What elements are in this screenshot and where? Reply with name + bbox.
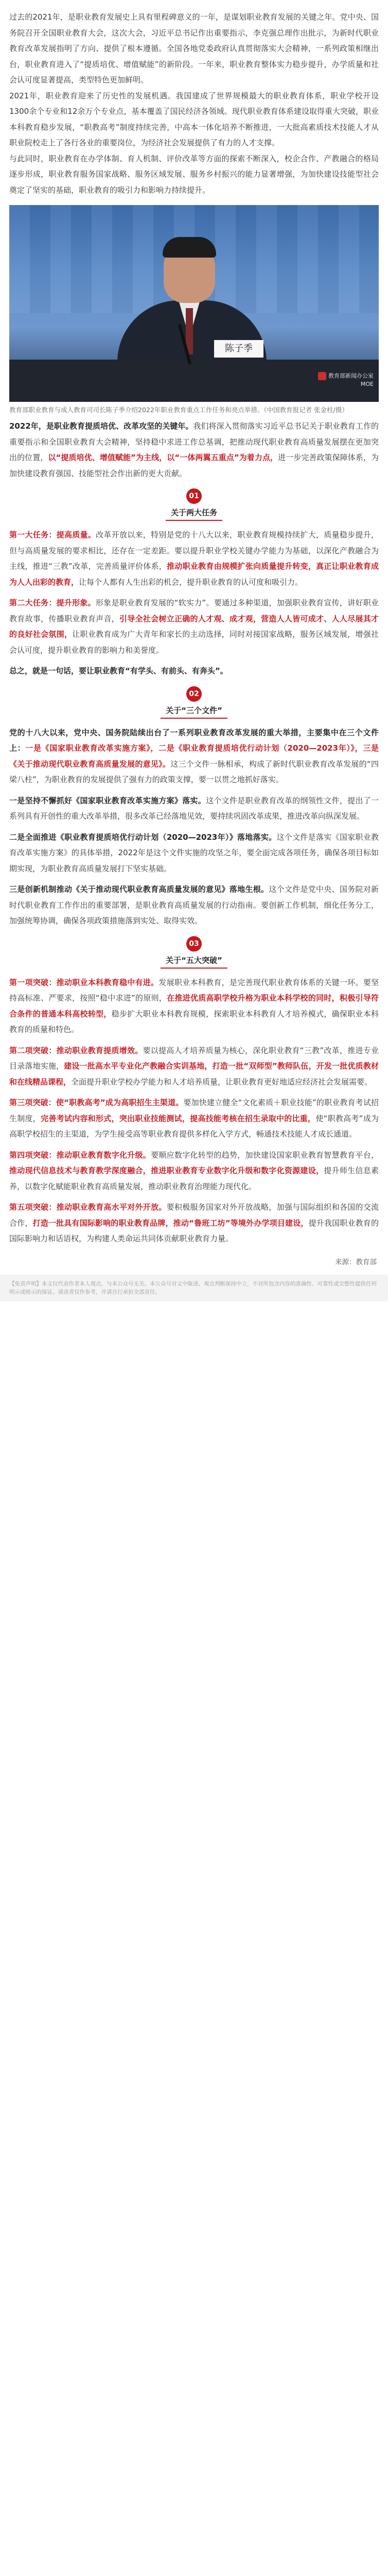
breakthrough-4-paragraph <box>0 1147 388 1195</box>
section-2-number: 02 <box>186 686 202 702</box>
breakthrough-1-end: 稳步扩大职业本科教育规模，探索职业本科教育人才培养模式，确保职业本科教育的质量和特色。 <box>9 1009 379 1034</box>
task-1-text: 改革开放以来，特别是党的十八大以来，职业教育规模持续扩大，质量稳步提升，但与高质量发展的要求相比，还存在一定差距。要以提升职业学校关键办学能力为基础，以深化产教融合为主线，推进“三教”改革，完善质量评价体系， <box>9 530 379 571</box>
section-3-number: 03 <box>186 936 202 952</box>
section-2-heading <box>0 686 388 719</box>
breakthrough-4-end: 提升师生信息素养，以数字化赋能职业教育高质量发展，推动职业教育治理能力现代化。 <box>9 1166 379 1191</box>
breakthrough-3-text: 要加快建立健全“文化素质＋职业技能”的职业教育考试招生制度， <box>9 1098 379 1123</box>
disclaimer-footer: 【免责声明】本文仅代表作者本人观点，与本公众号无关。本公众号对文中陈述、观点判断保持中立，不对所包含内容的准确性、可靠性或完整性提供任何明示或暗示的保证。请读者仅作参考，并请自行承担全部责任。 <box>0 1275 388 1301</box>
nameplate: 陈子季 <box>214 340 263 358</box>
breakthrough-4-highlight: 推动现代信息技术与教育教学深度融合，推进职业教育专业数字化升级和数字化资源建设， <box>9 1166 324 1175</box>
task-2-label: 第二大任务：提升形象。 <box>9 598 96 607</box>
overview-text: 我们将深入贯彻落实习近平总书记关于职业教育工作的重要指示和全国职业教育大会精神，坚持稳中求进工作总基调，把推动现代职业教育高质量发展摆在更加突出的位置， <box>9 421 379 462</box>
task-1-label: 第一大任务：提高质量。 <box>9 530 96 539</box>
document-3-paragraph <box>0 882 388 929</box>
section-1-title: 关于两大任务 <box>166 507 222 521</box>
article-source: 来源：教育部 <box>335 1258 377 1266</box>
breakthrough-1-highlight: 在推进优质高职学校升格为职业本科学校的同时，积极引导符合条件的普通本科高校转型， <box>9 993 379 1019</box>
documents-intro-lead: 党的十八大以来，党中央、国务院陆续出台了一系列职业教育改革发展的重大举措，主要集中在三个文件上： <box>9 727 379 753</box>
section-1-number: 01 <box>186 488 202 504</box>
breakthrough-2-paragraph <box>0 1043 388 1090</box>
intro-paragraph-2: 2021年，职业教育迎来了历史性的发展机遇。我国建成了世界规模最大的职业教育体系，职业学校开设1300余个专业和12余万个专业点，基本覆盖了国民经济各领域。现代职业教育体系建设取得重大突破，职业本科教育稳步发展，“职教高考”制度持续完善，中高本一体化培养不断推进，一大批高素质技术技能人才从职业院校走上了各行各业的重要岗位，为经济社会发展提供了有力的人才支撑。 <box>9 91 379 147</box>
breakthrough-2-label: 第二项突破：推动职业教育提质增效。 <box>9 1045 143 1055</box>
task-2-text: 形象是职业教育发展的“软实力”。要通过多种渠道，加强职业教育宣传，讲好职业教育故事，传播职业教育声音， <box>9 598 379 623</box>
documents-intro-end: 这三个文件一脉相承，构成了新时代职业教育改革发展的“四梁八柱”，为职业教育的发展提供了强有力的政策支撑，要一以贯之地抓好落实。 <box>9 759 379 784</box>
breakthrough-5-end: 提升我国职业教育的国际影响力和话语权，为构建人类命运共同体贡献职业教育力量。 <box>9 1218 379 1243</box>
breakthrough-4-text: 要顺应数字化转型的趋势，加快建设国家职业教育智慧教育平台， <box>151 1150 379 1160</box>
overview-highlight: 以“提质培优、增值赋能”为主线，以“一体两翼五重点”为着力点， <box>48 453 278 462</box>
breakthrough-3-label: 第三项突破：使“职教高考”成为高职招生主渠道。 <box>9 1098 184 1107</box>
document-1-text: 这个文件是职业教育改革的纲领性文件，提出了一系列具有开创性的重大改革举措，很多改革已经落地见效，要持续巩固改革成果，推进改革向纵深发展。 <box>9 795 379 821</box>
document-2-paragraph <box>0 829 388 877</box>
section-3-title: 关于“五大突破” <box>161 955 227 969</box>
section-1-summary: 总之，就是一句话，要让职业教育“有学头、有前头、有奔头”。 <box>9 666 228 675</box>
overview-paragraph <box>0 418 388 481</box>
task-1-highlight: 推动职业教育由规模扩张向质量提升转变，真正让职业教育成为人人出彩的教育， <box>9 562 379 587</box>
breakthrough-4-label: 第四项突破：推动职业教育数字化升级。 <box>9 1150 151 1160</box>
section-2-title: 关于“三个文件” <box>161 705 227 719</box>
overview-end: 进一步完善政策保障体系，为加快建设教育强国、技能型社会作出新的更大贡献。 <box>9 453 379 478</box>
breakthrough-2-end: 全面提升职业学校办学能力和人才培养质量，让职业教育更好地适应经济社会发展需要。 <box>71 1077 373 1087</box>
breakthrough-5-label: 第五项突破：推动职业教育高水平对外开放。 <box>9 1202 167 1212</box>
breakthrough-5-paragraph <box>0 1199 388 1247</box>
intro-paragraph-1: 过去的2021年，是职业教育发展史上具有里程碑意义的一年，是谋划职业教育发展的关键之年。党中央、国务院召开全国职业教育大会，这次大会，习近平总书记作出重要指示，李克强总理作出批示，为新时代职业教育改革发展指明了方向、提供了根本遵循。全国各地党委政府认真贯彻落实大会精神，一系列政策相继出台，职业教育进入了“提质培优、增值赋能”的新阶段。一年来，职业教育整体实力稳步提升，办学质量和社会认可度显著提高，类型特色更加鲜明。 <box>9 12 379 84</box>
breakthrough-5-text: 要积极服务国家对外开放战略，加强与国际组织和各国的交流合作， <box>9 1202 379 1228</box>
photo-caption: 教育部职业教育与成人教育司司长陈子季介绍2022年职业教育重点工作任务和亮点举措。（中国教育报记者 张金柱/摄） <box>9 406 348 414</box>
ministry-logo-icon <box>318 372 326 380</box>
document-3-label: 三是创新机制推动《关于推动现代职业教育高质量发展的意见》落地生根。 <box>9 885 269 894</box>
document-1-paragraph <box>0 793 388 824</box>
document-3-text: 这个文件是党中央、国务院对新时代职业教育工作作出的重要部署，是职业教育高质量发展的行动指南。要创新工作机制，细化任务分工，加强统筹协调，确保各项政策措施落到实处、取得实效。 <box>9 885 379 925</box>
task-2-end: 让职业教育成为广大青年和家长的主动选择，同时对接国家战略，服务区域发展，增强社会认可度，提升职业教育的影响力和美誉度。 <box>9 630 379 655</box>
breakthrough-3-end: 使“职教高考”成为高职学校招生的主渠道，为学生接受高等职业教育提供多样化入学方式，畅通技术技能人才成长通道。 <box>9 1113 379 1139</box>
breakthrough-5-highlight: 打造一批具有国际影响的职业教育品牌，推动“鲁班工坊”等境外办学项目建设， <box>32 1218 309 1228</box>
intro-paragraph-3: 与此同时，职业教育在办学体制、育人机制、评价改革等方面的探索不断深入，校企合作、产教融合的格局逐步形成，职业教育服务国家战略、服务区域发展、服务乡村振兴的能力显著增强，为加快建设技能型社会奠定了坚实的基础，职业教育的吸引力和影响力持续提升。 <box>9 154 379 195</box>
photo-watermark <box>318 372 374 388</box>
breakthrough-1-text: 发展职业本科教育，是完善现代职业教育体系的关键一环。要坚持高标准、严要求，按照“稳中求进”的原则， <box>9 977 379 1003</box>
breakthrough-1-label: 第一项突破：推动职业本科教育稳中有进。 <box>9 977 159 987</box>
documents-intro <box>0 725 388 788</box>
section-3-heading <box>0 936 388 969</box>
task-2-highlight: 引导全社会树立正确的人才观、成才观，营造人人皆可成才、人人尽展其才的良好社会氛围， <box>9 614 379 639</box>
speaker-hair <box>163 237 216 258</box>
breakthrough-3-paragraph <box>0 1095 388 1142</box>
task-2-paragraph <box>0 595 388 658</box>
breakthrough-2-highlight: 建设一批高水平专业化产教融合实训基地，打造一批“双师型”教师队伍，开发一批优质教材和在线精品课程， <box>9 1061 379 1087</box>
speaker-photo <box>9 205 379 402</box>
breakthrough-1-paragraph <box>0 975 388 1038</box>
overview-lead: 2022年，是职业教育提质培优、改革攻坚的关键年。 <box>9 421 193 431</box>
watermark-line-2: MOE <box>360 381 374 387</box>
task-1-end: 让每个人都有人生出彩的机会，提升职业教育的认可度和吸引力。 <box>79 577 303 587</box>
breakthrough-2-text: 要以提高人才培养质量为核心，深化职业教育“三教”改革，推进专业目录落地实施， <box>9 1045 379 1071</box>
document-2-label: 二是全面推进《职业教育提质培优行动计划（2020—2023年）》落地落实。 <box>9 832 277 842</box>
documents-intro-highlight: 一是《国家职业教育改革实施方案》，二是《职业教育提质培优行动计划（2020—2023年）》，三是《关于推动现代职业教育高质量发展的意见》。 <box>9 743 379 769</box>
breakthrough-3-highlight: 完善考试内容和形式，突出职业技能测试，提高技能考核在招生录取中的比重， <box>41 1113 316 1123</box>
watermark-line-1: 教育部新闻办公室 <box>328 372 374 379</box>
document-1-label: 一是坚持不懈抓好《国家职业教育改革实施方案》落实。 <box>9 795 206 805</box>
section-1-heading <box>0 488 388 521</box>
task-1-paragraph <box>0 527 388 590</box>
document-2-text: 这个文件是落实《国家职业教育改革实施方案》的具体举措，2022年是这个文件实施的攻坚之年，要全面完成各项任务，确保各项目标如期实现，为职业教育高质量发展打下坚实基础。 <box>9 832 379 873</box>
